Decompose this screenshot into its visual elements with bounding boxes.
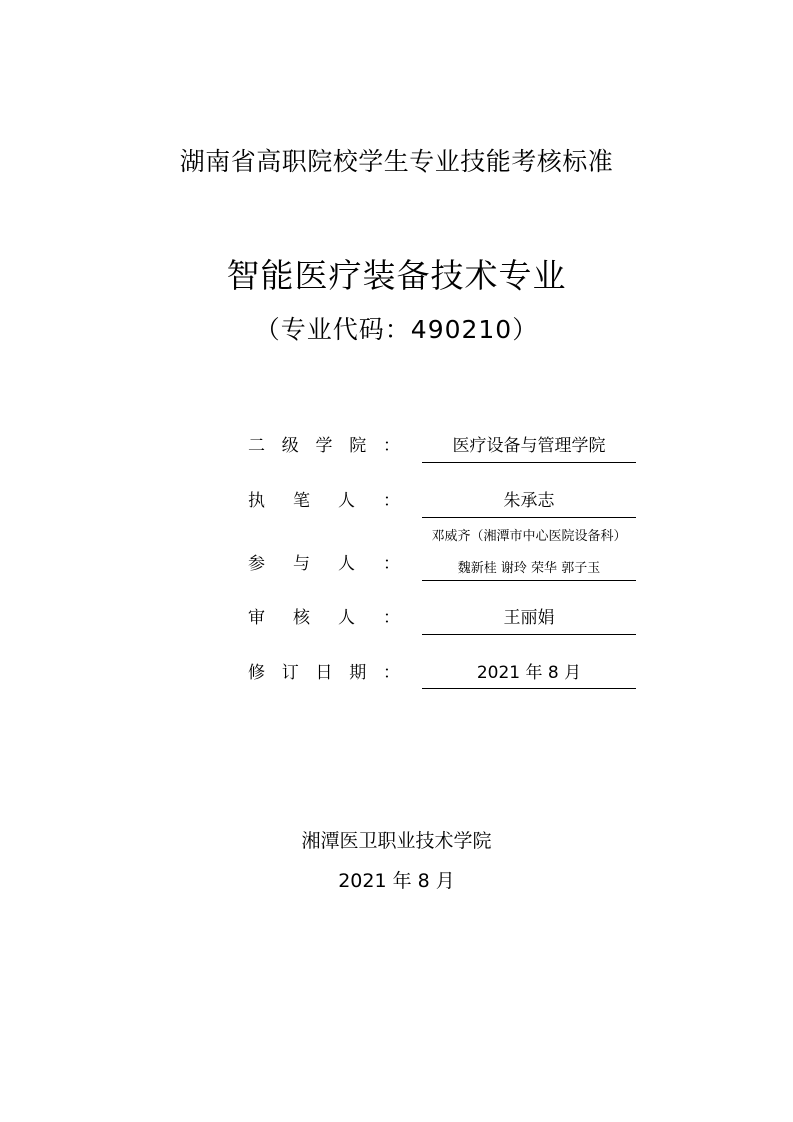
label-char: 人 <box>338 608 355 628</box>
footer-date: 2021 年 8 月 <box>338 870 455 892</box>
label-char: 核 <box>293 608 310 628</box>
label-char: ： <box>383 554 400 574</box>
label-char: 修 <box>248 663 265 683</box>
participants-value-line2: 魏新桂 谢玲 荣华 郭子玉 <box>457 561 601 576</box>
label-char: 笔 <box>293 491 310 511</box>
reviewer-value: 王丽娟 <box>503 608 555 628</box>
label-char: 日 <box>315 663 333 683</box>
label-char: ： <box>383 663 400 683</box>
label-char: 期 <box>349 663 367 683</box>
major-code: （专业代码：490210） <box>254 315 539 344</box>
participants-label <box>248 549 400 574</box>
label-char: 审 <box>248 608 265 628</box>
participants-value-line1: 邓威齐（湘潭市中心医院设备科） <box>431 529 627 544</box>
footer-institution: 湘潭医卫职业技术学院 <box>301 830 492 852</box>
revision-date-underline <box>422 688 636 689</box>
participants-underline <box>422 580 636 581</box>
label-char: 二 <box>248 436 265 456</box>
label-char: ： <box>383 608 400 628</box>
label-char: 级 <box>281 436 299 456</box>
label-char: 学 <box>315 436 333 456</box>
series-title: 湖南省高职院校学生专业技能考核标准 <box>179 147 614 176</box>
label-char: 参 <box>248 554 265 574</box>
revision-date-label <box>248 658 400 683</box>
author-label <box>248 486 400 511</box>
label-char: 人 <box>338 491 355 511</box>
label-char: 人 <box>338 554 355 574</box>
label-char: 执 <box>248 491 265 511</box>
author-value: 朱承志 <box>503 491 555 511</box>
label-char: 院 <box>349 436 367 456</box>
college-label <box>248 431 400 456</box>
college-underline <box>422 462 636 463</box>
label-char: 订 <box>281 663 299 683</box>
college-value: 医疗设备与管理学院 <box>452 436 606 456</box>
major-title: 智能医疗装备技术专业 <box>226 256 567 295</box>
label-char: ： <box>383 436 400 456</box>
label-char: 与 <box>293 554 310 574</box>
reviewer-label <box>248 603 400 628</box>
reviewer-underline <box>422 634 636 635</box>
label-char: ： <box>383 491 400 511</box>
author-underline <box>422 517 636 518</box>
revision-date-value: 2021 年 8 月 <box>476 663 582 683</box>
